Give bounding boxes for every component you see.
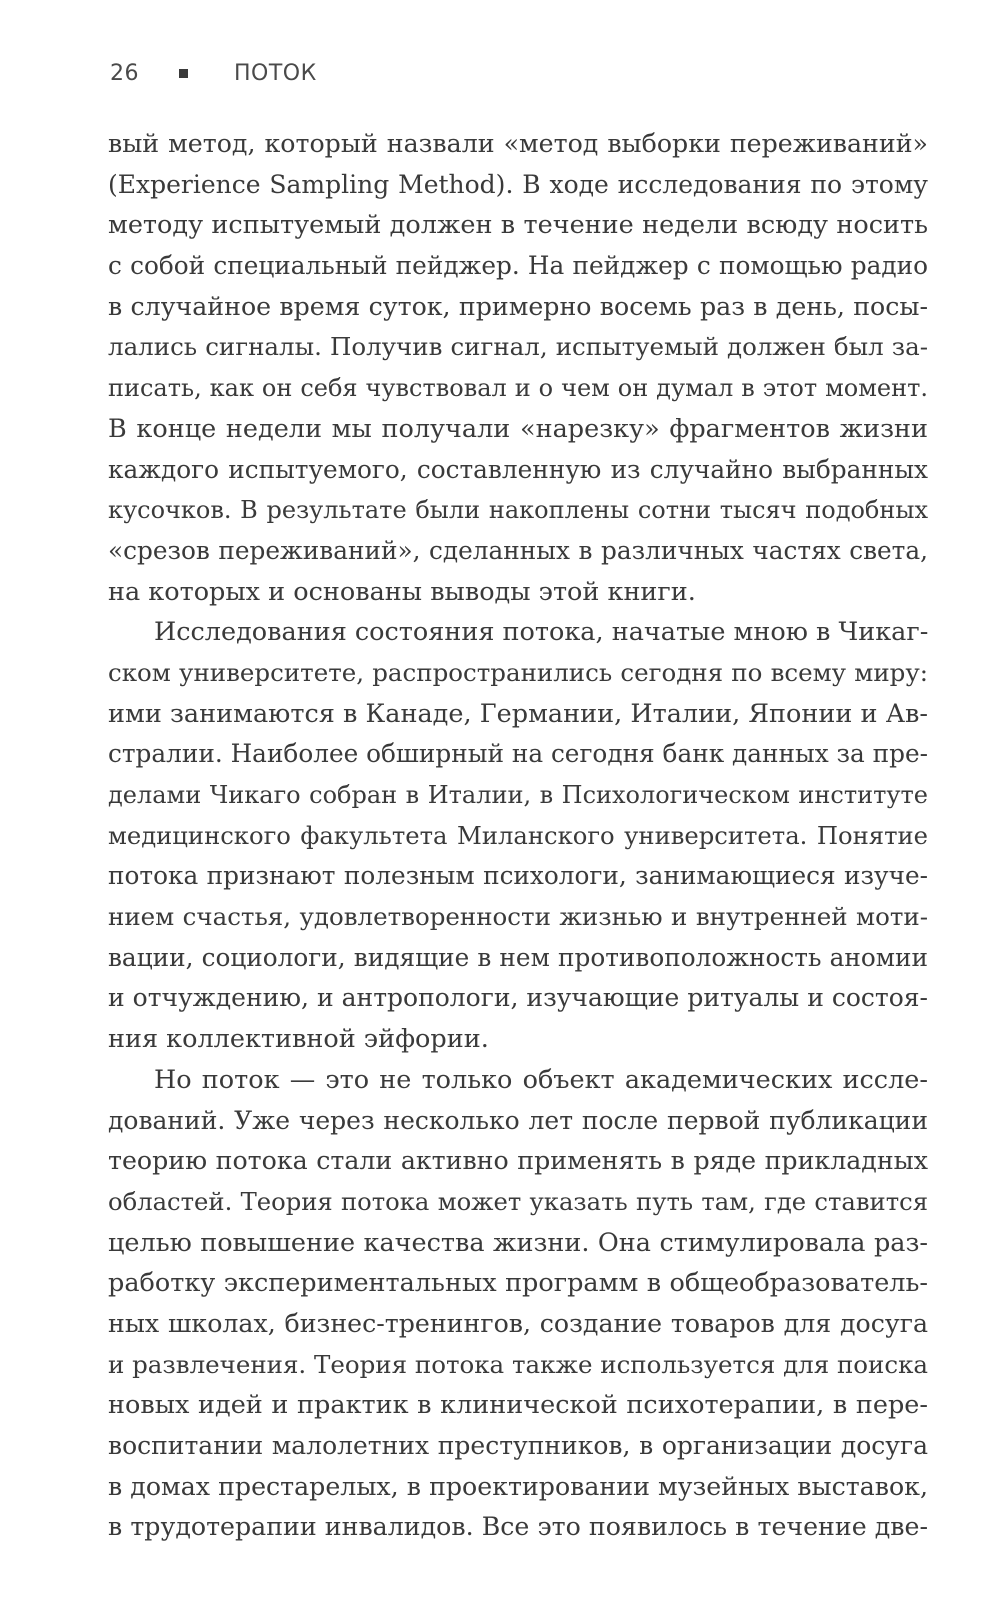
text-line: на которых и основаны выводы этой книги.: [108, 576, 696, 607]
text-line: воспитании малолетних преступников, в организации досуга: [108, 1431, 928, 1460]
text-line: стралии. Наиболее обширный на сегодня банк данных за пре-: [108, 739, 928, 769]
text-line: с собой специальный пейджер. На пейджер с помощью радио: [108, 251, 928, 281]
section-title: ПОТОК: [234, 60, 317, 86]
running-header: [110, 56, 317, 90]
text-line: и отчуждению, и антропологи, изучающие ритуалы и состоя-: [108, 983, 928, 1013]
text-line: вации, социологи, видящие в нем противоположность аномии: [108, 942, 928, 972]
text-line: работку экспериментальных программ в общеобразователь-: [108, 1268, 928, 1299]
text-line: целью повышение качества жизни. Она стимулировала раз-: [108, 1227, 928, 1258]
text-line: В конце недели мы получали «нарезку» фрагментов жизни: [108, 413, 928, 444]
text-line: методу испытуемый должен в течение недели всюду носить: [108, 210, 928, 241]
text-line: ных школах, бизнес-тренингов, создание товаров для досуга: [108, 1308, 928, 1338]
text-line: писать, как он себя чувствовал и о чем он думал в этот момент.: [108, 374, 928, 403]
text-line: нием счастья, удовлетворенности жизнью и внутренней моти-: [108, 902, 928, 932]
text-line: (Experience Sampling Method). В ходе исследования по этому: [108, 169, 928, 199]
page-number: 26: [110, 60, 139, 86]
text-line: делами Чикаго собран в Италии, в Психологическом институте: [108, 781, 928, 809]
text-line: лались сигналы. Получив сигнал, испытуемый должен был за-: [108, 332, 928, 362]
text-line: «срезов переживаний», сделанных в различных частях света,: [108, 535, 928, 565]
text-line: ния коллективной эйфории.: [108, 1024, 489, 1055]
text-line: вый метод, который назвали «метод выборки переживаний»: [108, 129, 928, 158]
text-line: в случайное время суток, примерно восемь раз в день, посы-: [108, 291, 928, 321]
text-line: медицинского факультета Миланского университета. Понятие: [108, 820, 928, 850]
body-text: [108, 124, 928, 1548]
text-line: областей. Теория потока может указать путь там, где ставится: [108, 1186, 928, 1216]
paragraph-first-line: Исследования состояния потока, начатые мною в Чикаг-: [154, 617, 928, 648]
text-line: в трудотерапии инвалидов. Все это появилось в течение две-: [108, 1512, 928, 1542]
text-line: ими занимаются в Канаде, Германии, Италии, Японии и Ав-: [108, 698, 928, 729]
text-line: кусочков. В результате были накоплены сотни тысяч подобных: [108, 496, 928, 525]
paragraph-first-line: Но поток — это не только объект академических иссле-: [154, 1064, 928, 1095]
text-line: дований. Уже через несколько лет после первой публикации: [108, 1105, 928, 1135]
text-line: теорию потока стали активно применять в ряде прикладных: [108, 1146, 928, 1176]
text-line: новых идей и практик в клинической психотерапии, в пере-: [108, 1390, 928, 1421]
text-line: каждого испытуемого, составленную из случайно выбранных: [108, 454, 928, 484]
square-bullet-icon: [179, 69, 188, 78]
text-line: ском университете, распространились сегодня по всему миру:: [108, 657, 928, 687]
text-line: потока признают полезным психологи, занимающиеся изуче-: [108, 861, 928, 891]
text-line: в домах престарелых, в проектировании музейных выставок,: [108, 1471, 928, 1501]
text-line: и развлечения. Теория потока также используется для поиска: [108, 1349, 928, 1379]
